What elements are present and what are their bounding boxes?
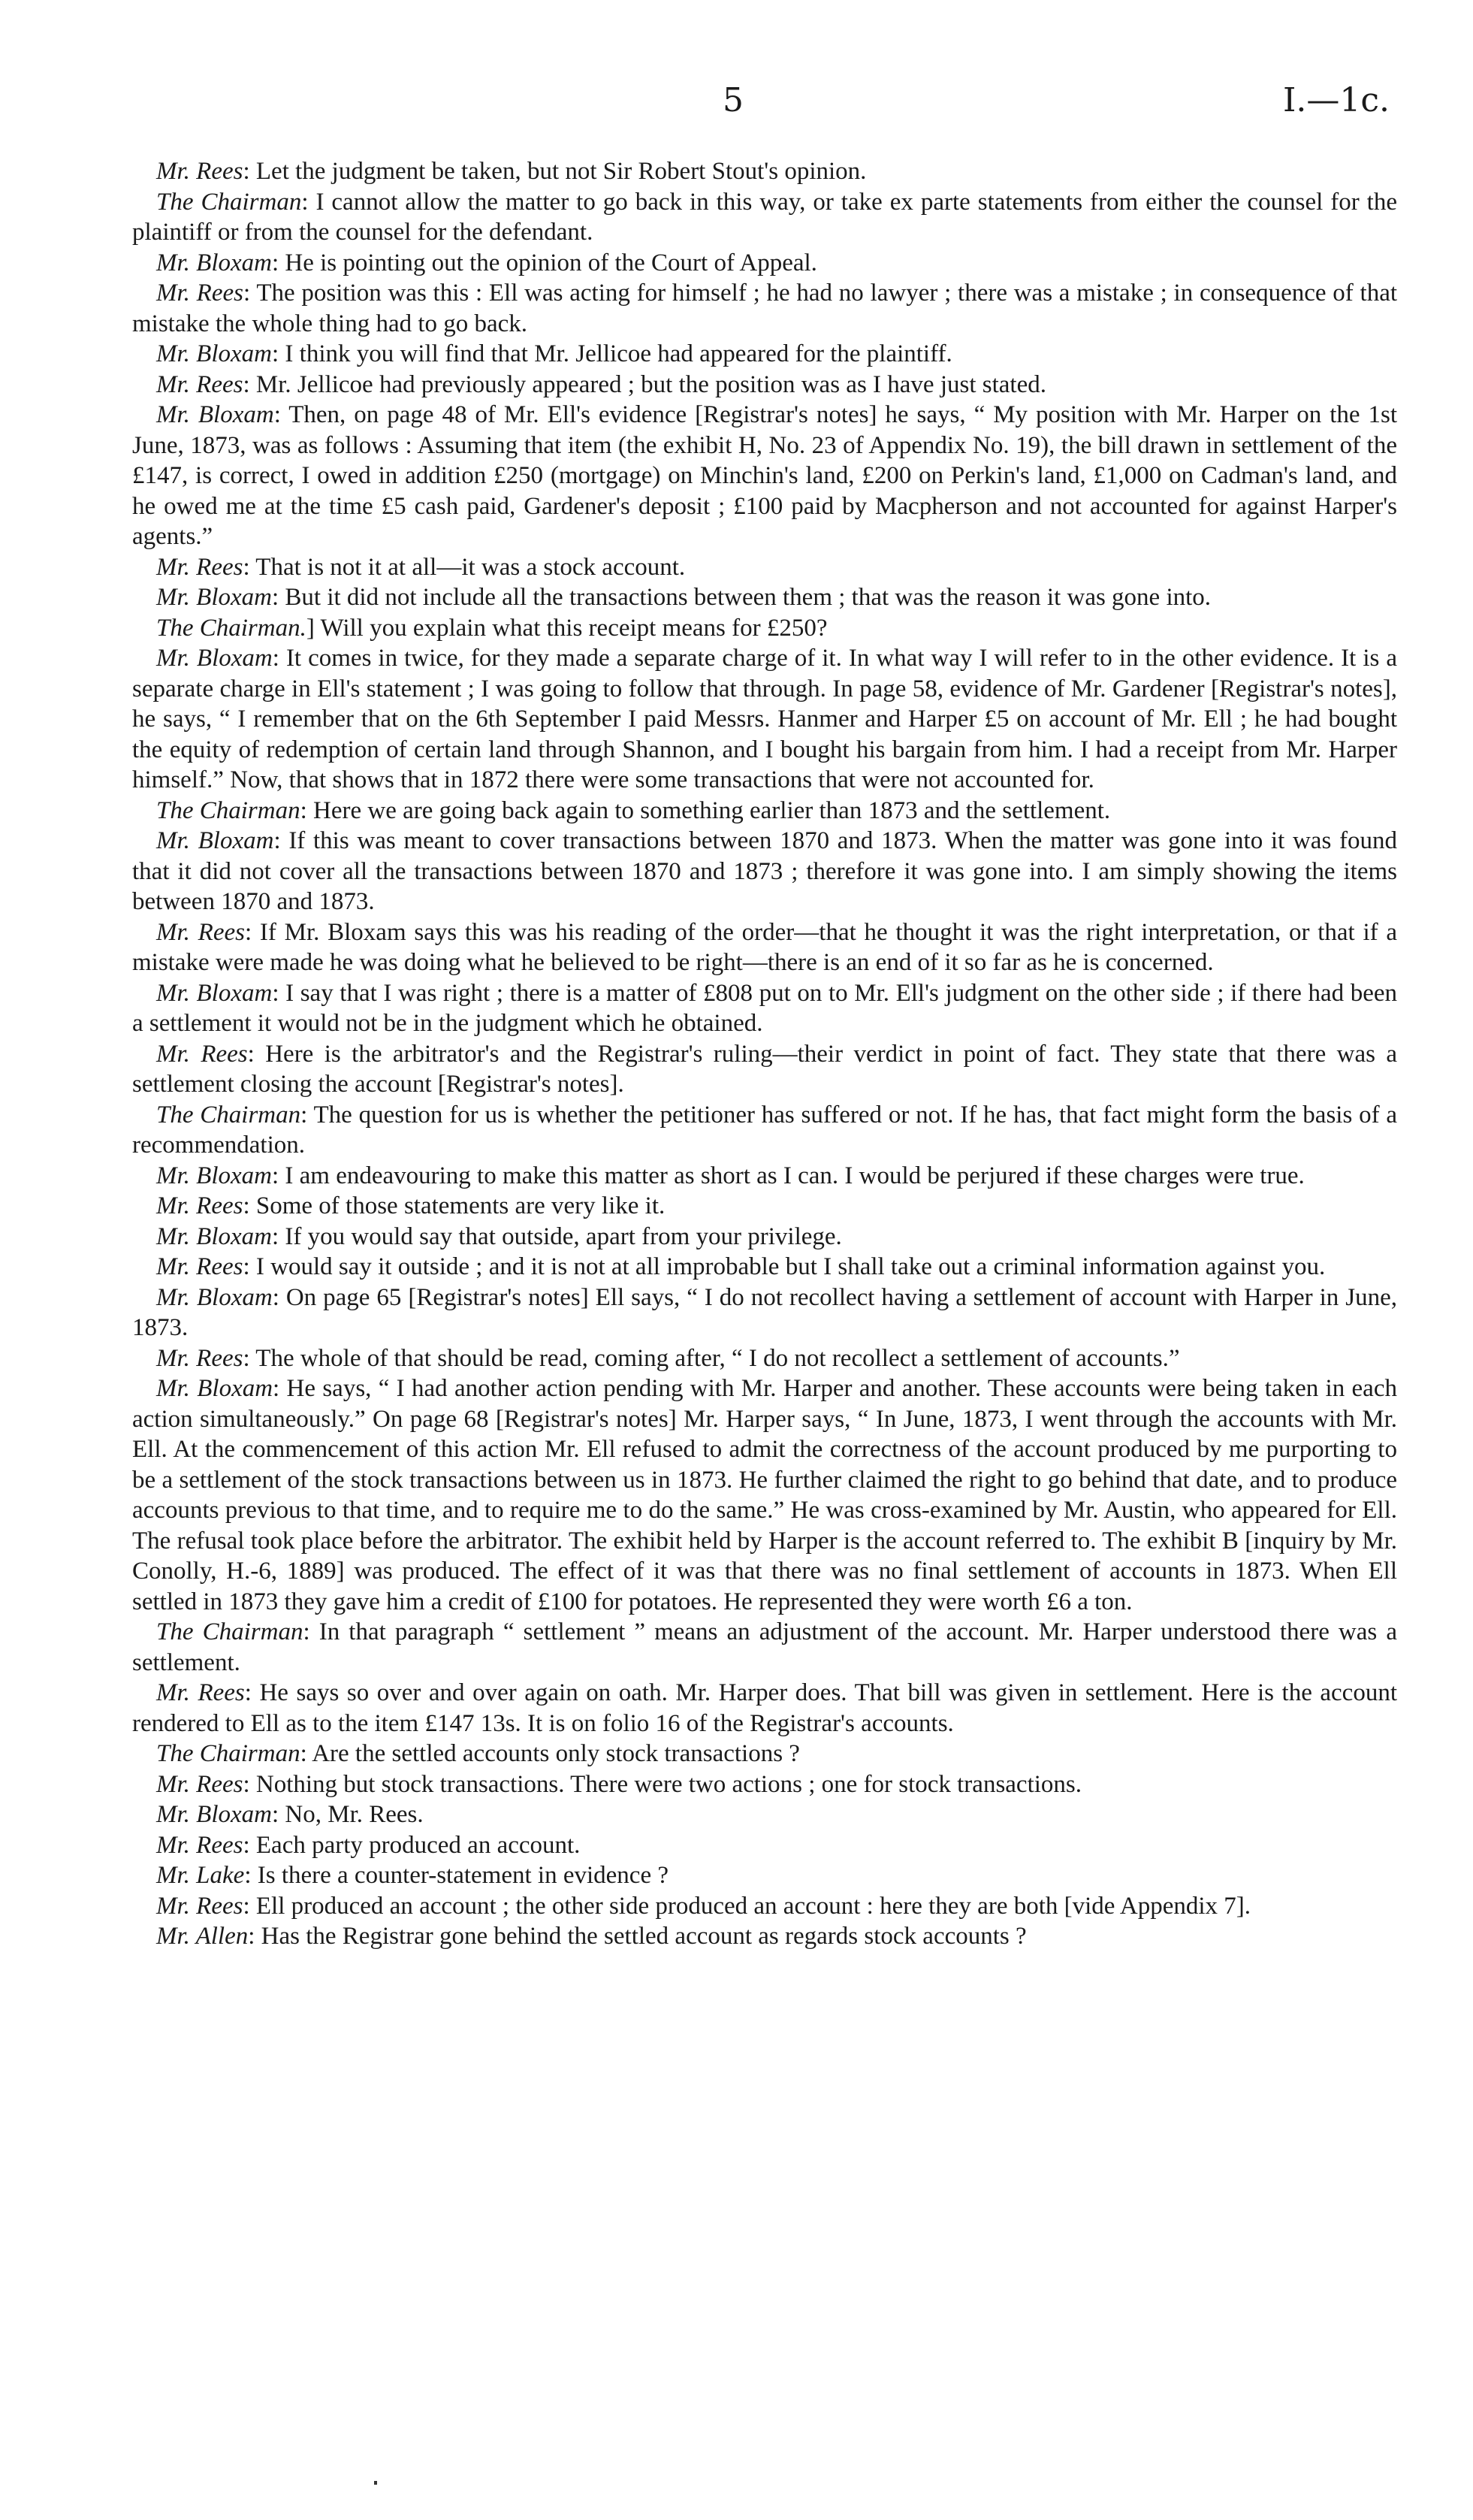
speaker-name: The Chairman — [156, 188, 302, 216]
transcript-paragraph — [132, 248, 1397, 279]
speaker-separator: : — [243, 1770, 256, 1798]
speaker-separator: : — [271, 249, 285, 276]
paragraph-text: Let the judgment be taken, but not Sir Robert Stout's opinion. — [255, 158, 867, 185]
paragraph-text: Here we are going back again to something earlier than 1873 and the settlement. — [313, 796, 1111, 824]
speaker-separator: : — [271, 340, 285, 367]
transcript-paragraph — [132, 1373, 1397, 1617]
speaker-name: The Chairman — [156, 1101, 301, 1129]
paragraph-text: On page 65 [Registrar's notes] Ell says, “ I do not recollect having a settlement of account with Harper in June, 1873. — [132, 1283, 1398, 1341]
paragraph-text: If this was meant to cover transactions between 1870 and 1873. When the matter was gone into it was found that it did not cover all the transactions between 1870 and 1873 ; therefore it was gone into. I am simply showing the items between 1870 and 1873. — [132, 827, 1397, 915]
speaker-separator: : — [300, 1740, 312, 1767]
transcript-paragraph — [132, 1799, 1397, 1830]
paragraph-text: He says, “ I had another action pending with Mr. Harper and another. These accounts were being taken in each action simultaneously.” On page 68 [Registrar's notes] Mr. Harper says, “ In June, 1873, I went through the accounts with Mr. Ell. At the commencement of this action Mr. Ell refused to admit the correctness of the account produced by me purporting to be a settlement of the stock transactions between us in 1873. He further claimed the right to go behind that date, and to produce accounts previous to that time, and to require me to do the same.” He was cross-examined by Mr. Austin, who appeared for Ell. The refusal took place before the arbitrator. The exhibit held by Harper is the account referred to. The exhibit B [inquiry by Mr. Conolly, H.-6, 1889] was produced. The effect of it was that there was no final settlement of accounts in 1873. When Ell settled in 1873 they gave him a credit of £100 for potatoes. He represented they were worth £6 a ton. — [132, 1375, 1397, 1615]
transcript-paragraph — [132, 826, 1397, 917]
speaker-name: Mr. Bloxam — [156, 1222, 272, 1250]
transcript-paragraph — [132, 156, 1397, 187]
document-reference: I.—1c. — [1283, 81, 1390, 119]
transcript-paragraph — [132, 1739, 1397, 1769]
speaker-separator: : — [243, 553, 256, 581]
transcript-paragraph — [132, 1830, 1397, 1861]
speaker-name: Mr. Rees — [156, 1344, 243, 1372]
transcript-paragraph — [132, 278, 1397, 339]
paragraph-text: The position was this : Ell was acting for himself ; he had no lawyer ; there was a mistake ; in consequence of that mistake the whole thing had to go back. — [132, 279, 1398, 337]
speaker-name: Mr. Bloxam — [156, 645, 273, 672]
speaker-separator: : — [243, 1892, 256, 1920]
speaker-separator: : — [272, 645, 286, 672]
transcript-paragraph — [132, 1039, 1397, 1100]
speaker-name: Mr. Rees — [156, 1892, 243, 1920]
transcript-paragraph — [132, 1891, 1397, 1922]
transcript-paragraph — [132, 187, 1397, 248]
speaker-name: The Chairman. — [156, 614, 306, 642]
paragraph-text: He is pointing out the opinion of the Court of Appeal. — [285, 249, 817, 276]
transcript-paragraph — [132, 1283, 1397, 1343]
paragraph-text: Has the Registrar gone behind the settled account as regards stock accounts ? — [261, 1923, 1027, 1950]
transcript-paragraph — [132, 1769, 1397, 1800]
paragraph-text: That is not it at all—it was a stock account. — [255, 553, 686, 581]
speaker-name: Mr. Bloxam — [156, 827, 274, 854]
paragraph-text: In that paragraph “ settlement ” means an adjustment of the account. Mr. Harper understood there was a settlement. — [132, 1618, 1397, 1676]
transcript-paragraph — [132, 1860, 1397, 1891]
speaker-name: Mr. Bloxam — [156, 584, 272, 611]
speaker-name: Mr. Rees — [156, 1679, 245, 1706]
speaker-name: Mr. Rees — [156, 553, 243, 581]
speaker-separator: : — [247, 1040, 266, 1068]
speaker-name: Mr. Bloxam — [156, 340, 272, 367]
transcript-paragraph — [132, 552, 1397, 583]
speaker-name: Mr. Bloxam — [156, 1375, 273, 1402]
transcript-paragraph — [132, 796, 1397, 826]
speaker-name: Mr. Bloxam — [156, 979, 273, 1007]
transcript-paragraph — [132, 978, 1397, 1039]
page-number: 5 — [723, 81, 744, 119]
paragraph-text: I say that I was right ; there is a matter of £808 put on to Mr. Ell's judgment on the other side ; if there had been a settlement it would not be in the judgment which he obtained. — [132, 979, 1398, 1037]
speaker-separator: : — [301, 188, 316, 216]
transcript-paragraph — [132, 917, 1397, 978]
speaker-separator: : — [243, 1192, 256, 1219]
speaker-name: Mr. Rees — [156, 918, 245, 946]
paragraph-text: Each party produced an account. — [255, 1831, 581, 1859]
paragraph-text: I cannot allow the matter to go back in this way, or take ex parte statements from either the counsel for the plaintiff or from the counsel for the defendant. — [132, 188, 1397, 246]
speaker-separator: : — [244, 918, 260, 946]
transcript-paragraph — [132, 1617, 1397, 1678]
paragraph-text: I am endeavouring to make this matter as short as I can. I would be perjured if these charges were true. — [285, 1162, 1305, 1189]
speaker-separator: : — [300, 796, 314, 824]
print-speck — [374, 2481, 377, 2485]
paragraph-text: Here is the arbitrator's and the Registrar's ruling—their verdict in point of fact. They state that there was a settlement closing the account [Registrar's notes]. — [132, 1040, 1397, 1098]
paragraph-text: Some of those statements are very like it. — [255, 1192, 666, 1219]
paragraph-text: No, Mr. Rees. — [285, 1801, 424, 1828]
speaker-separator: : — [273, 827, 289, 854]
speaker-name: Mr. Bloxam — [156, 1801, 272, 1828]
speaker-name: The Chairman — [156, 1740, 300, 1767]
speaker-separator: : — [243, 1253, 256, 1280]
paragraph-text: Mr. Jellicoe had previously appeared ; but the position was as I have just stated. — [255, 370, 1046, 398]
speaker-name: Mr. Rees — [156, 1040, 248, 1068]
transcript-paragraph — [132, 370, 1397, 400]
speaker-name: Mr. Lake — [156, 1862, 245, 1889]
speaker-separator: : — [243, 158, 256, 185]
paragraph-text: He says so over and over again on oath. Mr. Harper does. That bill was given in settlement. Here is the account rendered to Ell as to the item £147 13s. It is on folio 16 of the Registrar's accounts. — [132, 1679, 1397, 1737]
transcript-paragraph — [132, 582, 1397, 613]
transcript-paragraph — [132, 1161, 1397, 1192]
speaker-separator: : — [303, 1618, 319, 1645]
speaker-separator: : — [243, 1831, 256, 1859]
paragraph-text: Nothing but stock transactions. There were two actions ; one for stock transactions. — [255, 1770, 1082, 1798]
speaker-separator: : — [272, 979, 286, 1007]
speaker-separator: : — [272, 1283, 286, 1311]
paragraph-text: It comes in twice, for they made a separate charge of it. In what way I will refer to in the other evidence. It is a separate charge in Ell's statement ; I was going to follow that through. In page 58, evidence of Mr. Gardener [Registrar's notes], he says, “ I remember that on the 6th September I paid Messrs. Hanmer and Harper £5 on account of Mr. Ell ; he had bought the equity of redemption of certain land through Shannon, and I bought his bargain from him. I had a receipt from Mr. Harper himself.” Now, that shows that in 1872 there were some transactions that were not accounted for. — [132, 645, 1397, 793]
speaker-name: Mr. Bloxam — [156, 249, 272, 276]
transcript-paragraph — [132, 613, 1397, 644]
paragraph-text: If you would say that outside, apart from your privilege. — [285, 1222, 842, 1250]
transcript-paragraph — [132, 1252, 1397, 1283]
transcript-paragraph — [132, 1100, 1397, 1161]
speaker-name: The Chairman — [156, 796, 300, 824]
speaker-separator: ] — [306, 614, 321, 642]
speaker-separator: : — [271, 1162, 285, 1189]
speaker-separator: : — [273, 1375, 287, 1402]
speaker-separator: : — [271, 1222, 285, 1250]
speaker-name: Mr. Allen — [156, 1923, 249, 1950]
speaker-name: Mr. Bloxam — [156, 1162, 272, 1189]
speaker-name: Mr. Rees — [156, 158, 243, 185]
paragraph-text: I would say it outside ; and it is not at all improbable but I shall take out a criminal information against you. — [255, 1253, 1326, 1280]
paragraph-text: Are the settled accounts only stock transactions ? — [312, 1740, 800, 1767]
transcript-body — [132, 156, 1397, 1952]
speaker-separator: : — [271, 584, 285, 611]
speaker-name: Mr. Rees — [156, 1253, 243, 1280]
paragraph-text: The question for us is whether the petitioner has suffered or not. If he has, that fact might form the basis of a recommendation. — [132, 1101, 1398, 1159]
paragraph-text: The whole of that should be read, coming after, “ I do not recollect a settlement of accounts.” — [255, 1344, 1180, 1372]
paragraph-text: Ell produced an account ; the other side produced an account : here they are both [vide Appendix 7]. — [255, 1892, 1251, 1920]
speaker-name: The Chairman — [156, 1618, 303, 1645]
speaker-separator: : — [271, 1801, 285, 1828]
speaker-name: Mr. Bloxam — [156, 401, 274, 428]
transcript-paragraph — [132, 400, 1397, 552]
speaker-name: Mr. Rees — [156, 279, 243, 307]
speaker-separator: : — [248, 1923, 261, 1950]
speaker-separator: : — [244, 1679, 260, 1706]
paragraph-text: Then, on page 48 of Mr. Ell's evidence [Registrar's notes] he says, “ My position with Mr. Harper on the 1st June, 1873, was as follows : Assuming that item (the exhibit H, No. 23 of Appendix No. 19), the bill drawn in settlement of the £147, is correct, I owed in addition £250 (mortgage) on Minchin's land, £200 on Perkin's land, £1,000 on Cadman's land, and he owed me at the time £5 cash paid, Gardener's deposit ; £100 paid by Macpherson and not accounted for against Harper's agents.” — [132, 401, 1398, 550]
transcript-paragraph — [132, 1222, 1397, 1252]
speaker-name: Mr. Rees — [156, 1770, 243, 1798]
speaker-name: Mr. Rees — [156, 370, 243, 398]
paragraph-text: But it did not include all the transactions between them ; that was the reason it was gone into. — [285, 584, 1212, 611]
speaker-name: Mr. Rees — [156, 1831, 243, 1859]
speaker-separator: : — [273, 401, 289, 428]
paragraph-text: I think you will find that Mr. Jellicoe had appeared for the plaintiff. — [285, 340, 952, 367]
transcript-paragraph — [132, 1343, 1397, 1374]
paragraph-text: If Mr. Bloxam says this was his reading of the order—that he thought it was the right interpretation, or that if a mistake were made he was doing what he believed to be right—there is an end of it so far as he is concerned. — [132, 918, 1398, 976]
speaker-separator: : — [244, 1862, 258, 1889]
speaker-name: Mr. Bloxam — [156, 1283, 273, 1311]
transcript-paragraph — [132, 1921, 1397, 1952]
speaker-separator: : — [243, 370, 256, 398]
speaker-separator: : — [243, 279, 257, 307]
paragraph-text: Will you explain what this receipt means for £250? — [320, 614, 828, 642]
transcript-paragraph — [132, 339, 1397, 370]
speaker-separator: : — [300, 1101, 314, 1129]
transcript-paragraph — [132, 1678, 1397, 1739]
transcript-paragraph — [132, 1191, 1397, 1222]
transcript-paragraph — [132, 643, 1397, 796]
speaker-name: Mr. Rees — [156, 1192, 243, 1219]
speaker-separator: : — [243, 1344, 256, 1372]
paragraph-text: Is there a counter-statement in evidence ? — [257, 1862, 669, 1889]
